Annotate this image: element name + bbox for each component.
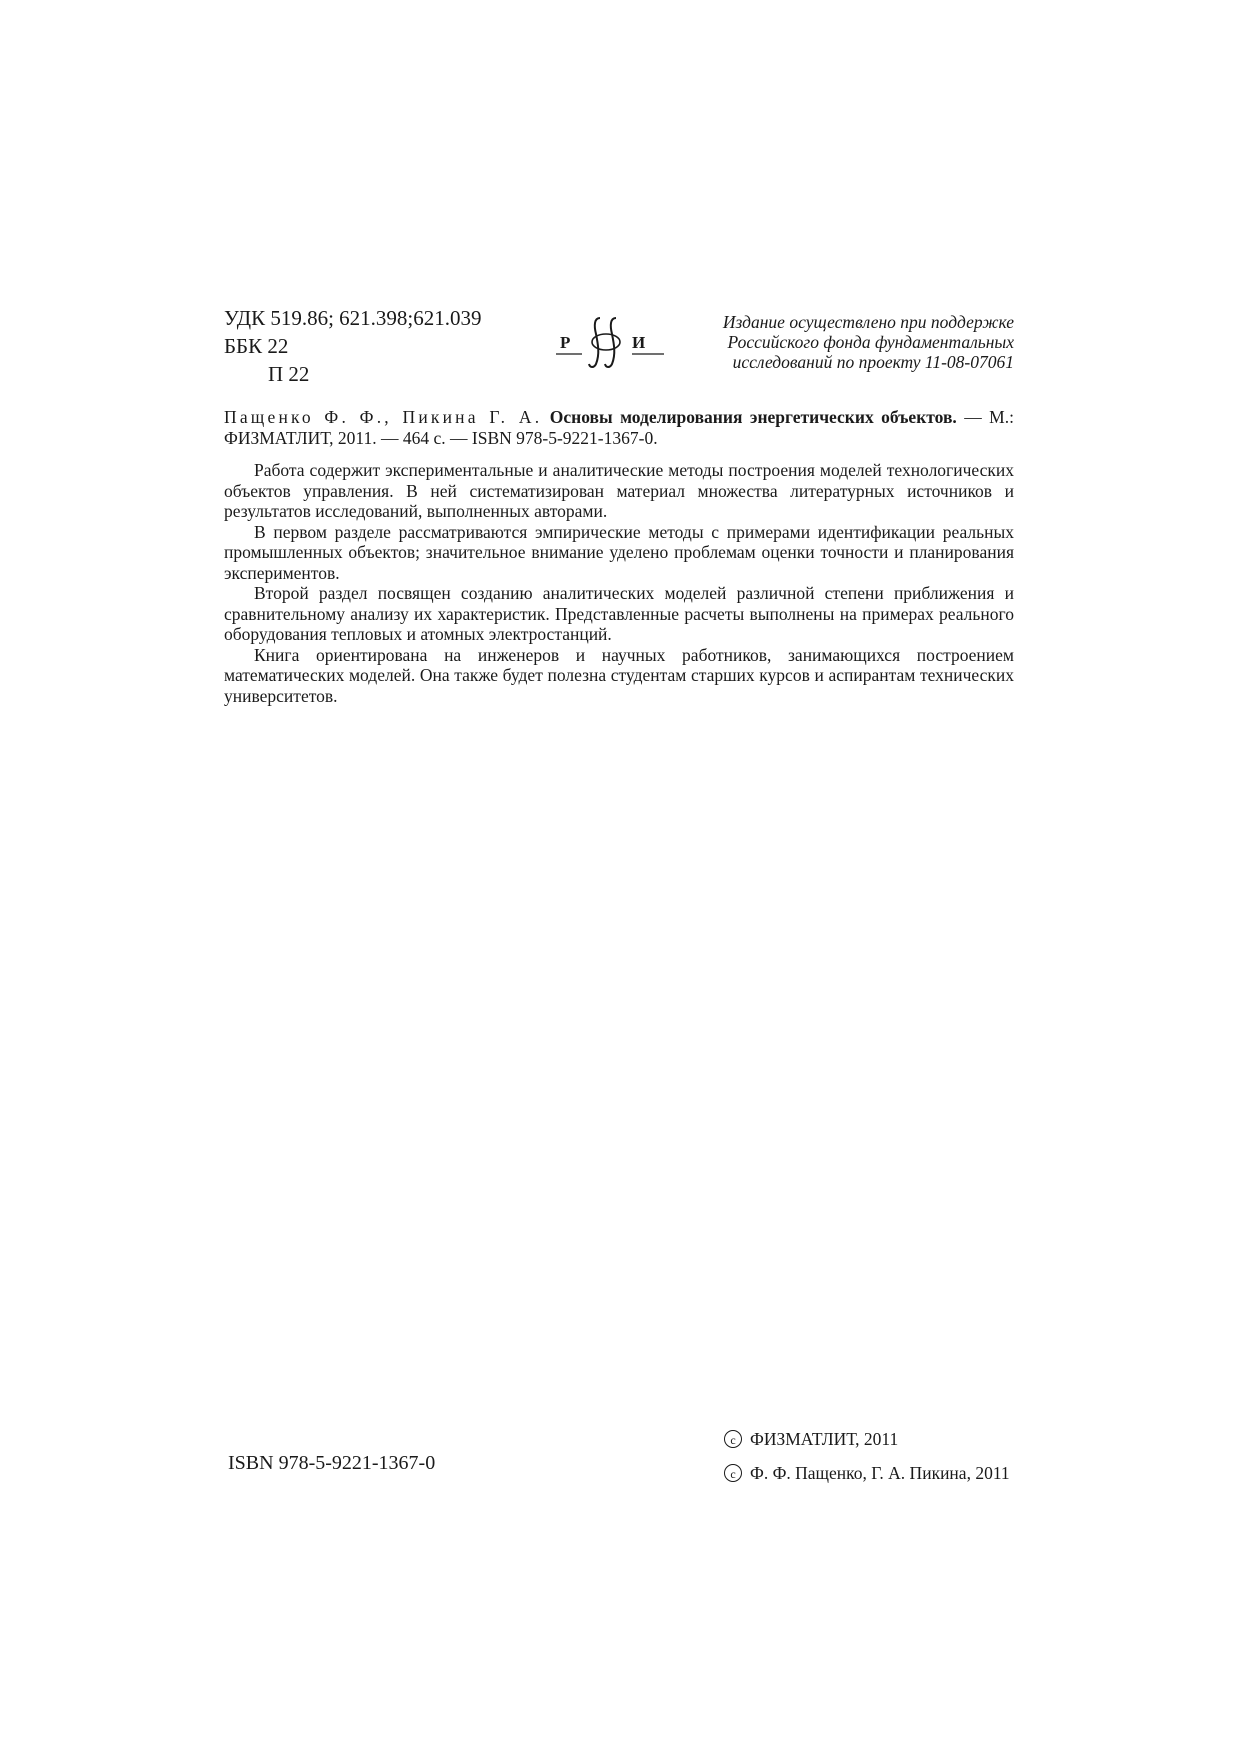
abstract-paragraph: В первом разделе рассматриваются эмпирические методы с примерами идентификации реальных промышленных объектов; значительное внимание уделено проблемам оценки точности и планирования экспериментов. bbox=[224, 521, 1014, 583]
bbk-code: ББК 22 bbox=[224, 334, 289, 358]
abstract bbox=[224, 460, 1014, 706]
svg-text:И: И bbox=[632, 333, 646, 352]
citation-title: Основы моделирования энергетических объектов. bbox=[549, 407, 957, 427]
svg-text:Р: Р bbox=[560, 333, 572, 352]
support-line: Издание осуществлено при поддержке bbox=[722, 312, 1014, 332]
citation-authors: Пащенко Ф. Ф., Пикина Г. А. bbox=[224, 407, 543, 427]
abstract-paragraph: Второй раздел посвящен созданию аналитических моделей различной степени приближения и сравнительному анализу их характеристик. Представленные расчеты выполнены на примерах реального оборудования тепловых и атомных электростанций. bbox=[224, 583, 1014, 644]
isbn: ISBN 978-5-9221-1367-0 bbox=[228, 1452, 436, 1474]
rffi-logo bbox=[556, 312, 666, 372]
citation-details: — М.: ФИЗМАТЛИТ, 2011. — 464 с. — ISBN 978-5-9221-1367-0. bbox=[224, 407, 1014, 448]
copyright-holder: Ф. Ф. Пащенко, Г. А. Пикина, 2011 bbox=[750, 1463, 1010, 1483]
copyright-block bbox=[724, 1422, 1010, 1490]
copyright-icon: c bbox=[724, 1464, 742, 1482]
copyright-icon: c bbox=[724, 1430, 742, 1448]
abstract-paragraph: Книга ориентирована на инженеров и научных работников, занимающихся построением математических моделей. Она также будет полезна студентам старших курсов и аспирантам технических университетов. bbox=[224, 644, 1014, 706]
udk-code: УДК 519.86; 621.398;621.039 bbox=[224, 306, 482, 330]
copyright-holder: ФИЗМАТЛИТ, 2011 bbox=[750, 1429, 899, 1449]
support-line: исследований по проекту 11-08-07061 bbox=[732, 352, 1014, 372]
bibliographic-citation bbox=[224, 407, 1014, 449]
copyright-line bbox=[724, 1422, 1010, 1456]
classification-block bbox=[224, 304, 482, 388]
rffi-support-note bbox=[674, 312, 1014, 372]
abstract-paragraph: Работа содержит экспериментальные и аналитические методы построения моделей технологических объектов управления. В ней систематизирован материал множества литературных источников и результатов исследований, выполненных авторами. bbox=[224, 460, 1014, 521]
author-mark: П 22 bbox=[268, 362, 310, 386]
support-line: Российского фонда фундаментальных bbox=[727, 332, 1014, 352]
copyright-line bbox=[724, 1456, 1010, 1490]
